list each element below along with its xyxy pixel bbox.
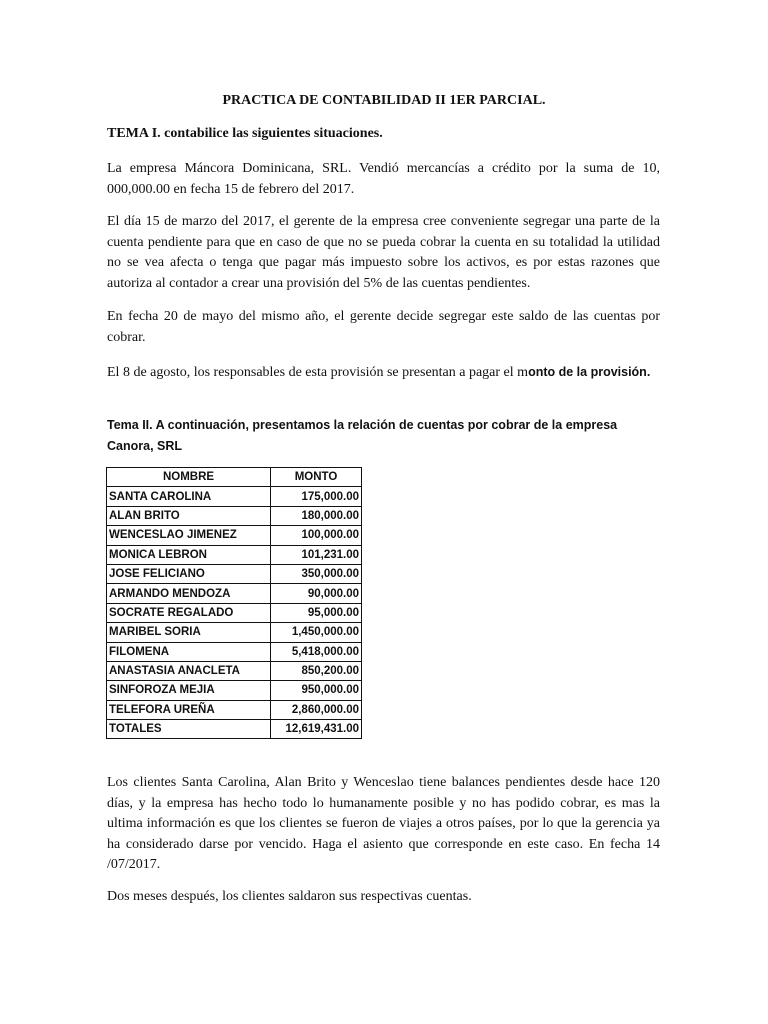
cell-amount: 180,000.00 (271, 506, 362, 525)
cell-name: TELEFORA UREÑA (107, 700, 271, 719)
table-row (107, 603, 362, 622)
cell-name: JOSE FELICIANO (107, 564, 271, 583)
paragraph-bad-debt: Los clientes Santa Carolina, Alan Brito y Wenceslao tiene balances pendientes desde hace 120 días, y la empresa has hecho todo lo humanamente posible y no has podido cobrar, es mas la ultima información es que los clientes se fueron de viajes a otros países, por lo que la gerencia ya ha considerado darse por vencido. Haga el asiento que corresponde en este caso. En fecha 14 /07/2017. (107, 775, 660, 872)
cell-amount: 5,418,000.00 (271, 642, 362, 661)
table-row (107, 506, 362, 525)
table-row (107, 564, 362, 583)
paragraph-sale: La empresa Máncora Dominicana, SRL. Vendió mercancías a crédito por la suma de 10, 000,000.00 en fecha 15 de febrero del 2017. (107, 161, 660, 197)
table-row (107, 526, 362, 545)
document-title: PRACTICA DE CONTABILIDAD II 1ER PARCIAL. (222, 93, 546, 108)
table-row (107, 642, 362, 661)
cell-amount: 350,000.00 (271, 564, 362, 583)
cell-amount: 101,231.00 (271, 545, 362, 564)
cell-amount: 850,200.00 (271, 661, 362, 680)
table-row (107, 584, 362, 603)
cell-name: ALAN BRITO (107, 506, 271, 525)
table-body (107, 487, 362, 739)
paragraph-segregate: En fecha 20 de mayo del mismo año, el gerente decide segregar este saldo de las cuentas por cobrar. (107, 309, 660, 345)
paragraph-settled: Dos meses después, los clientes saldaron sus respectivas cuentas. (107, 889, 472, 904)
tema-2-heading: Tema II. A continuación, presentamos la relación de cuentas por cobrar de la empresa Canora, SRL (107, 418, 618, 453)
table-row (107, 487, 362, 506)
cell-name: MONICA LEBRON (107, 545, 271, 564)
cell-amount: 95,000.00 (271, 603, 362, 622)
table-row (107, 700, 362, 719)
cell-name: TOTALES (107, 720, 271, 739)
cell-name: MARIBEL SORIA (107, 623, 271, 642)
cell-name: SOCRATE REGALADO (107, 603, 271, 622)
tema-1-heading: TEMA I. contabilice las siguientes situaciones. (107, 126, 383, 141)
cell-name: SINFOROZA MEJIA (107, 681, 271, 700)
cell-name: ANASTASIA ANACLETA (107, 661, 271, 680)
column-header-amount: MONTO (271, 468, 362, 487)
accounts-receivable-table (106, 467, 362, 739)
cell-amount: 1,450,000.00 (271, 623, 362, 642)
cell-name: ARMANDO MENDOZA (107, 584, 271, 603)
table-header-row (107, 468, 362, 487)
cell-name: SANTA CAROLINA (107, 487, 271, 506)
cell-amount: 175,000.00 (271, 487, 362, 506)
cell-amount: 12,619,431.00 (271, 720, 362, 739)
table-row (107, 623, 362, 642)
cell-amount: 90,000.00 (271, 584, 362, 603)
paragraph-payment (107, 362, 660, 384)
cell-name: WENCESLAO JIMENEZ (107, 526, 271, 545)
cell-amount: 2,860,000.00 (271, 700, 362, 719)
table-row (107, 720, 362, 739)
column-header-name: NOMBRE (107, 468, 271, 487)
paragraph-payment-text: El 8 de agosto, los responsables de esta provisión se presentan a pagar el m (107, 365, 529, 380)
table-row (107, 661, 362, 680)
table-row (107, 545, 362, 564)
cell-amount: 100,000.00 (271, 526, 362, 545)
cell-name: FILOMENA (107, 642, 271, 661)
cell-amount: 950,000.00 (271, 681, 362, 700)
table-row (107, 681, 362, 700)
paragraph-payment-bold: onto de la provisión. (528, 365, 651, 379)
paragraph-provision: El día 15 de marzo del 2017, el gerente de la empresa cree conveniente segregar una parte de la cuenta pendiente para que en caso de que no se pueda cobrar la cuenta en su totalidad la utilidad no se vea afecta o tenga que pagar más impuesto sobre los activos, es por estas razones que autoriza al contador a crear una provisión del 5% de las cuentas pendientes. (107, 214, 660, 291)
